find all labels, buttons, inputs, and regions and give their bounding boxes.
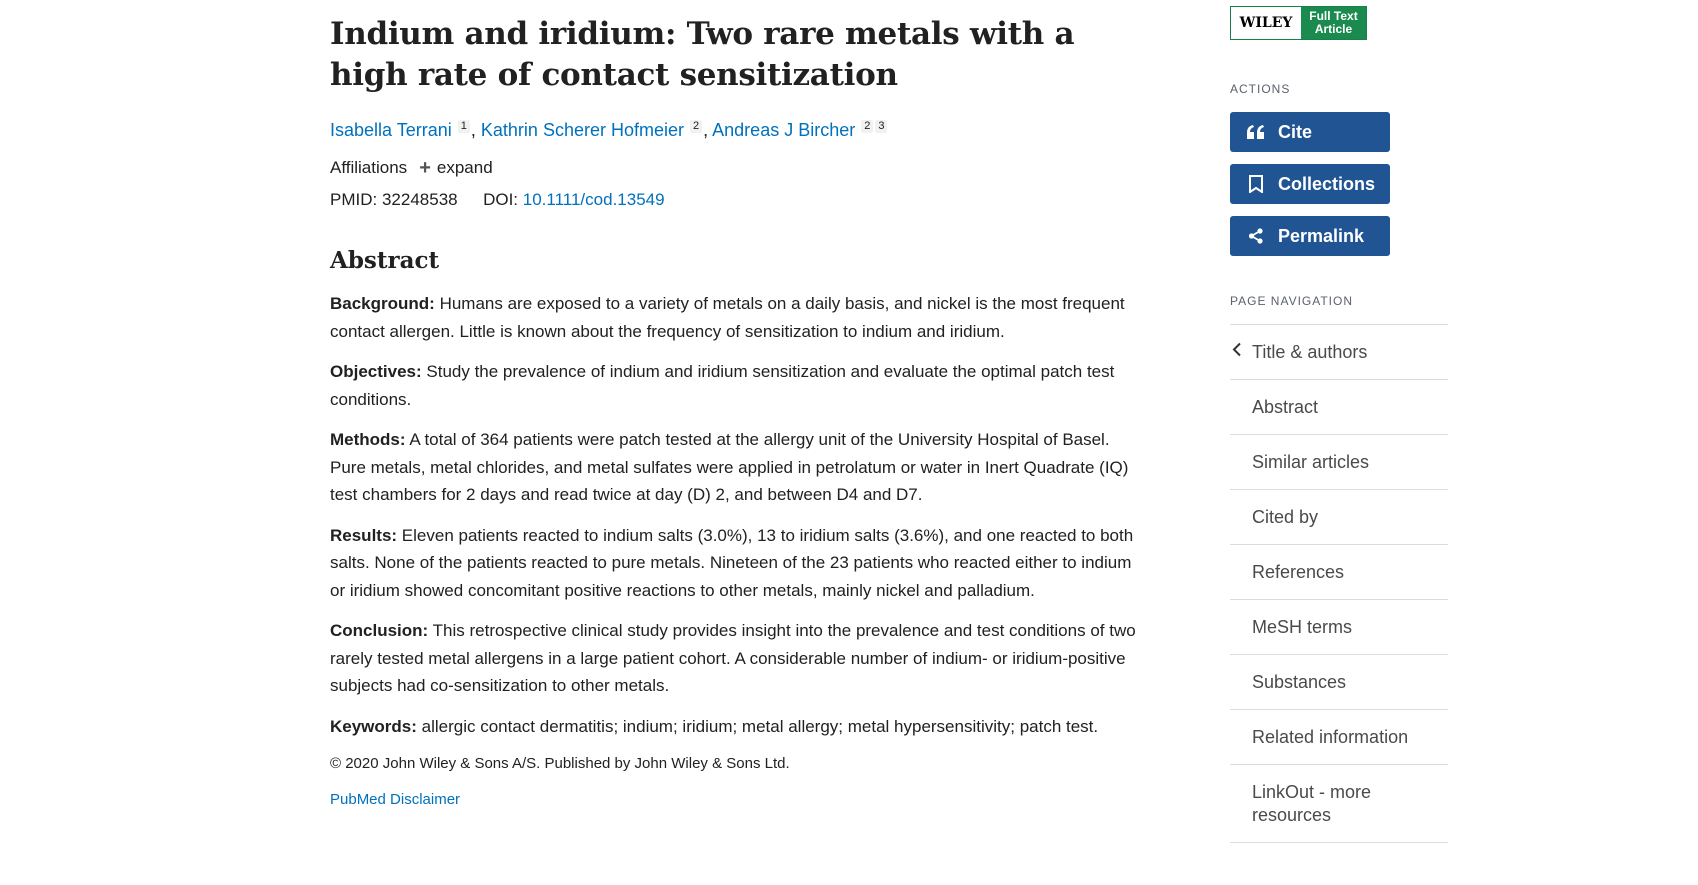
share-icon [1244, 228, 1268, 244]
section-text: Eleven patients reacted to indium salts (3.0%), 13 to iridium salts (3.6%), and one reacted to both salts. None of the patients reacted to pure metals. Nineteen of the 23 patients who reacted either to indium or iridium showed concomitant positive reactions to other metals, mainly nickel and palladium. [330, 525, 1134, 600]
author-link[interactable]: Kathrin Scherer Hofmeier [480, 120, 684, 140]
full-text-line2: Article [1314, 22, 1353, 36]
pubmed-disclaimer-link[interactable]: PubMed Disclaimer [330, 791, 461, 808]
section-label: Conclusion: [330, 621, 429, 640]
nav-item-label: References [1252, 561, 1345, 582]
section-label: Methods: [330, 430, 406, 449]
affiliations-row [330, 156, 1150, 180]
permalink-label: Permalink [1278, 225, 1365, 246]
collections-button[interactable] [1230, 164, 1390, 204]
article-main [330, 14, 1150, 809]
nav-item-label: Title & authors [1252, 341, 1368, 362]
page-navigation-list [1230, 324, 1448, 843]
abstract-methods [330, 426, 1150, 509]
section-text: Humans are exposed to a variety of metals on a daily basis, and nickel is the most frequent contact allergen. Little is known about the frequency of sensitization to indium and iridium. [330, 294, 1125, 341]
nav-item-label: MeSH terms [1252, 616, 1353, 637]
affiliation-ref[interactable]: 1 [458, 120, 470, 133]
abstract-conclusion [330, 617, 1150, 700]
copyright-notice: © 2020 John Wiley & Sons A/S. Published by John Wiley & Sons Ltd. [330, 755, 790, 772]
article-identifiers [330, 188, 1150, 212]
section-label: Objectives: [330, 362, 422, 381]
affiliations-label: Affiliations [330, 158, 408, 177]
nav-item-references[interactable] [1230, 545, 1448, 600]
doi-link[interactable]: 10.1111/cod.13549 [522, 190, 665, 209]
sidebar [1230, 6, 1448, 843]
abstract-results [330, 522, 1150, 605]
chevron-left-icon [1232, 342, 1242, 363]
plus-icon: + [419, 157, 431, 179]
affiliation-ref[interactable]: 2 [690, 120, 702, 133]
author-link[interactable]: Andreas J Bircher [712, 120, 856, 140]
section-text: A total of 364 patients were patch tested at the allergy unit of the University Hospital of Basel. Pure metals, metal chlorides, and metal sulfates were applied in petrolatum or water in Inert Quadrate (IQ) test chambers for 2 days and read twice at day (D) 2, and between D4 and D7. [330, 430, 1129, 504]
nav-item-label: Similar articles [1252, 451, 1370, 472]
nav-item-label: Cited by [1252, 506, 1319, 527]
author-list: Isabella Terrani 1 , Kathrin Scherer Hofmeier 2 , Andreas J Bircher 2 3 [330, 118, 1150, 142]
collections-label: Collections [1278, 173, 1376, 194]
author-link[interactable]: Isabella Terrani [330, 120, 452, 140]
bookmark-icon [1244, 175, 1268, 193]
full-text-line1: Full Text [1309, 9, 1358, 23]
nav-item-abstract[interactable] [1230, 380, 1448, 435]
nav-item-label: LinkOut - more resources [1252, 781, 1372, 825]
section-label: Keywords: [330, 716, 417, 736]
wiley-logo: WILEY [1231, 7, 1301, 39]
pmid-value: 32248538 [381, 190, 458, 209]
nav-item-mesh-terms[interactable] [1230, 600, 1448, 655]
full-text-link-badge[interactable] [1230, 6, 1367, 40]
permalink-button[interactable] [1230, 216, 1390, 256]
nav-item-label: Related information [1252, 726, 1409, 747]
expand-label: expand [436, 158, 493, 177]
nav-item-similar-articles[interactable] [1230, 435, 1448, 490]
affiliations-expand-button[interactable] [419, 156, 492, 180]
section-text: This retrospective clinical study provides insight into the prevalence and test conditions of two rarely tested metal allergens in a large patient cohort. A considerable number of indium- or iridium-positive subjects had co-sensitization to other metals. [330, 621, 1136, 695]
cite-button[interactable] [1230, 112, 1390, 152]
actions-heading: ACTIONS [1230, 82, 1291, 96]
nav-item-substances[interactable] [1230, 655, 1448, 710]
quote-icon [1244, 125, 1268, 139]
cite-label: Cite [1278, 121, 1313, 142]
section-text: Study the prevalence of indium and iridium sensitization and evaluate the optimal patch test conditions. [330, 362, 1115, 409]
abstract-background [330, 290, 1150, 345]
abstract-keywords [330, 713, 1150, 741]
affiliation-ref[interactable]: 2 [861, 120, 873, 133]
pmid-label: PMID: [330, 190, 378, 209]
abstract-heading: Abstract [330, 247, 440, 274]
doi-label: DOI: [483, 190, 519, 209]
section-text: allergic contact dermatitis; indium; iridium; metal allergy; metal hypersensitivity; patch test. [416, 716, 1099, 736]
section-label: Results: [330, 525, 398, 545]
full-text-label [1301, 7, 1366, 39]
nav-item-title-authors[interactable] [1230, 325, 1448, 380]
nav-item-cited-by[interactable] [1230, 490, 1448, 545]
nav-item-label: Abstract [1252, 396, 1319, 417]
section-label: Background: [330, 294, 435, 313]
affiliation-ref[interactable]: 3 [875, 120, 887, 133]
article-title: Indium and iridium: Two rare metals with a high rate of contact sensitization [330, 16, 1075, 93]
nav-item-related-information[interactable] [1230, 710, 1448, 765]
abstract-objectives [330, 358, 1150, 413]
nav-item-linkout[interactable] [1230, 765, 1448, 843]
page-navigation-heading: PAGE NAVIGATION [1230, 294, 1354, 308]
nav-item-label: Substances [1252, 671, 1347, 692]
